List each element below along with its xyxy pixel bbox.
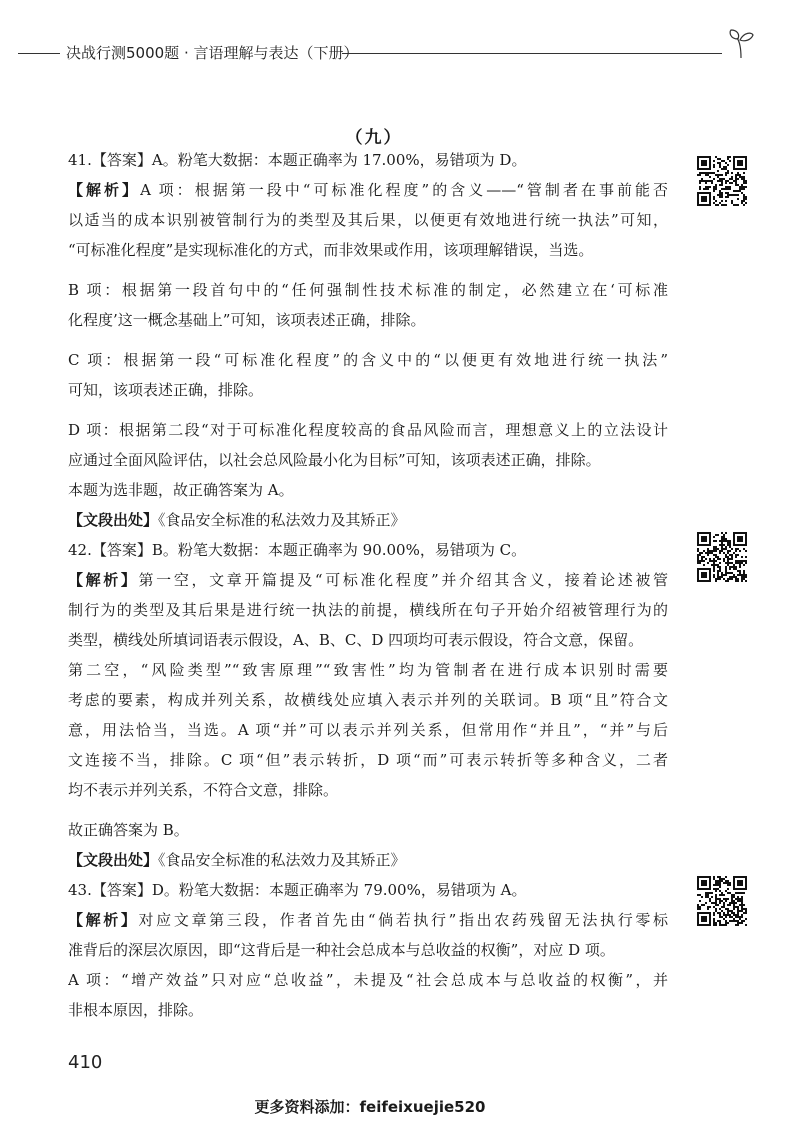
sprout-icon bbox=[726, 26, 756, 60]
q43-analysis-line: A 项：“增产效益”只对应“总收益”，未提及“社会总成本与总收益的权衡”，并 bbox=[68, 971, 668, 989]
q43-analysis-line: 【解析】对应文章第三段，作者首先由“倘若执行”指出农药残留无法执行零标 bbox=[68, 911, 668, 929]
q42-analysis-line: 考虑的要素，构成并列关系，故横线处应填入表示并列的关联词。B 项“且”符合文 bbox=[68, 691, 668, 709]
q41-answer-line: 41.【答案】A。粉笔大数据：本题正确率为 17.00%，易错项为 D。 bbox=[68, 151, 527, 169]
q42-analysis-line: 类型，横线处所填词语表示假设，A、B、C、D 四项均可表示假设，符合文意，保留。 bbox=[68, 631, 644, 649]
q41-source-line: 【文段出处】《食品安全标准的私法效力及其矫正》 bbox=[68, 511, 406, 529]
q43-answer-line: 43.【答案】D。粉笔大数据：本题正确率为 79.00%，易错项为 A。 bbox=[68, 881, 527, 899]
q42-source-line: 【文段出处】《食品安全标准的私法效力及其矫正》 bbox=[68, 851, 406, 869]
q41-analysis-line: C 项：根据第一段“可标准化程度”的含义中的“以便更有效地进行统一执法” bbox=[68, 351, 668, 369]
q41-analysis-line: “可标准化程度”是实现标准化的方式，而非效果或作用，该项理解错误，当选。 bbox=[68, 241, 594, 259]
q42-analysis-line: 意，用法恰当，当选。A 项“并”可以表示并列关系，但常用作“并且”，“并”与后 bbox=[68, 721, 668, 739]
page-number: 410 bbox=[68, 1052, 103, 1073]
source-tag: 【文段出处】 bbox=[68, 851, 159, 869]
header-rule-right bbox=[342, 53, 722, 54]
qr-code-icon[interactable] bbox=[697, 532, 747, 582]
footer-note: 更多资料添加：feifeixuejie520 bbox=[254, 1098, 486, 1116]
q41-analysis-line: D 项：根据第二段“对于可标准化程度较高的食品风险而言，理想意义上的立法设计 bbox=[68, 421, 668, 439]
header-rule-left bbox=[18, 53, 60, 54]
analysis-tag: 【解析】 bbox=[68, 181, 141, 199]
q41-analysis-line: 以适当的成本识别被管制行为的类型及其后果，以便更有效地进行统一执法”可知， bbox=[68, 211, 668, 229]
q42-analysis-line: 第二空，“风险类型”“致害原理”“致害性”均为管制者在进行成本识别时需要 bbox=[68, 661, 668, 679]
q42-analysis-line: 制行为的类型及其后果是进行统一执法的前提，横线所在句子开始介绍被管理行为的 bbox=[68, 601, 668, 619]
running-header bbox=[0, 38, 800, 68]
q43-analysis-line: 准背后的深层次原因，即“这背后是一种社会总成本与总收益的权衡”，对应 D 项。 bbox=[68, 941, 615, 959]
q42-analysis-line: 均不表示并列关系，不符合文意，排除。 bbox=[68, 781, 339, 799]
q41-analysis-line: 应通过全面风险评估，以社会总风险最小化为目标”可知，该项表述正确，排除。 bbox=[68, 451, 601, 469]
q43-analysis-line: 非根本原因，排除。 bbox=[68, 1001, 204, 1019]
q42-analysis-line: 【解析】第一空，文章开篇提及“可标准化程度”并介绍其含义，接着论述被管 bbox=[68, 571, 668, 589]
q41-analysis-line: 【解析】A 项：根据第一段中“可标准化程度”的含义——“管制者在事前能否 bbox=[68, 181, 668, 199]
analysis-tag: 【解析】 bbox=[68, 911, 139, 929]
q41-analysis-line: 本题为选非题，故正确答案为 A。 bbox=[68, 481, 294, 499]
qr-code-icon[interactable] bbox=[697, 156, 747, 206]
source-tag: 【文段出处】 bbox=[68, 511, 159, 529]
q41-analysis-line: 可知，该项表述正确，排除。 bbox=[68, 381, 264, 399]
q41-analysis-line: 化程度’这一概念基础上”可知，该项表述正确，排除。 bbox=[68, 311, 426, 329]
q42-answer-line: 42.【答案】B。粉笔大数据：本题正确率为 90.00%，易错项为 C。 bbox=[68, 541, 527, 559]
qr-code-icon[interactable] bbox=[697, 876, 747, 926]
analysis-tag: 【解析】 bbox=[68, 571, 139, 589]
book-title: 决战行测5000题 · 言语理解与表达（下册） bbox=[66, 44, 359, 62]
q42-analysis-line: 文连接不当，排除。C 项“但”表示转折，D 项“而”可表示转折等多种含义，二者 bbox=[68, 751, 668, 769]
section-title: （九） bbox=[345, 128, 403, 148]
q41-analysis-line: B 项：根据第一段首句中的“任何强制性技术标准的制定，必然建立在‘可标准 bbox=[68, 281, 668, 299]
q42-analysis-line: 故正确答案为 B。 bbox=[68, 821, 189, 839]
